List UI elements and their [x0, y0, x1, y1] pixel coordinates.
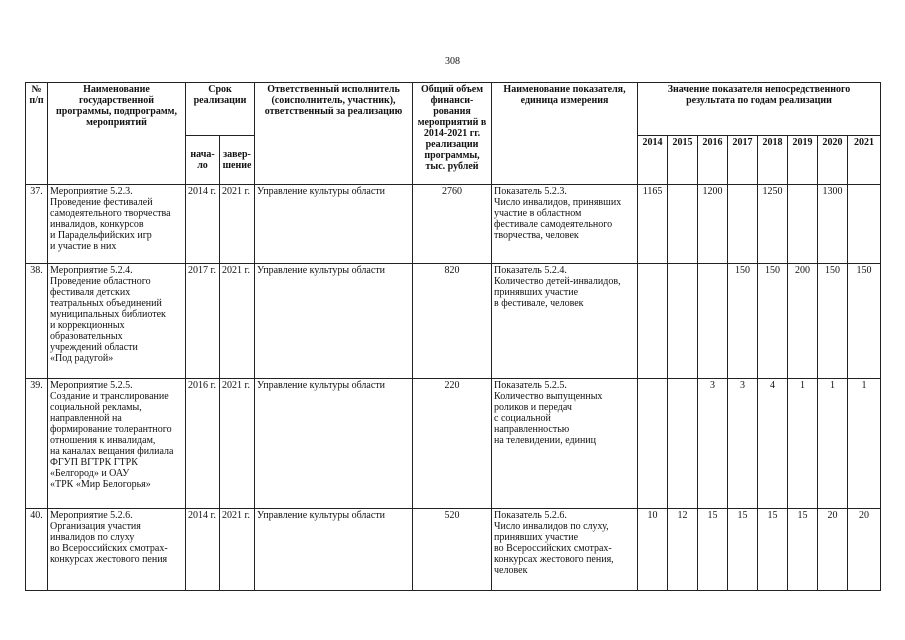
- row-value: [698, 264, 728, 379]
- row-value: 1: [818, 379, 848, 509]
- row-start: 2016 г.: [186, 379, 220, 509]
- header-term-start: нача- ло: [186, 136, 220, 185]
- row-value: 150: [728, 264, 758, 379]
- row-value: [728, 185, 758, 264]
- program-table: [25, 82, 881, 591]
- table-row: [26, 185, 881, 264]
- row-value: 200: [788, 264, 818, 379]
- row-end: 2021 г.: [220, 185, 255, 264]
- row-value: 12: [668, 509, 698, 591]
- row-value: 1250: [758, 185, 788, 264]
- row-value: [668, 185, 698, 264]
- row-value: 15: [788, 509, 818, 591]
- row-executor: Управление культуры области: [255, 509, 413, 591]
- row-value: 10: [638, 509, 668, 591]
- row-name: Мероприятие 5.2.6. Организация участия инвалидов по слуху во Всероссийских смотрах- конкурсах жестового пения: [48, 509, 186, 591]
- table-row: [26, 509, 881, 591]
- row-value: 3: [698, 379, 728, 509]
- row-indicator: Показатель 5.2.5. Количество выпущенных роликов и передач с социальной направленностью на телевидении, единиц: [492, 379, 638, 509]
- row-value: [668, 379, 698, 509]
- row-end: 2021 г.: [220, 379, 255, 509]
- row-num: 39.: [26, 379, 48, 509]
- row-value: 1300: [818, 185, 848, 264]
- row-start: 2014 г.: [186, 185, 220, 264]
- row-end: 2021 г.: [220, 264, 255, 379]
- row-value: 15: [728, 509, 758, 591]
- row-executor: Управление культуры области: [255, 264, 413, 379]
- row-volume: 2760: [413, 185, 492, 264]
- row-volume: 520: [413, 509, 492, 591]
- row-value: [638, 379, 668, 509]
- row-value: [638, 264, 668, 379]
- row-volume: 220: [413, 379, 492, 509]
- header-year: 2020: [818, 136, 848, 185]
- header-indicator: Наименование показателя, единица измерения: [492, 83, 638, 185]
- row-start: 2014 г.: [186, 509, 220, 591]
- row-name: Мероприятие 5.2.4. Проведение областного фестиваля детских театральных объединений муниципальных библиотек и коррекционных образовательных учреждений области «Под радугой»: [48, 264, 186, 379]
- header-term-end: завер- шение: [220, 136, 255, 185]
- row-name: Мероприятие 5.2.3. Проведение фестивалей самодеятельного творчества инвалидов, конкурсов и Парадельфийских игр и участие в них: [48, 185, 186, 264]
- row-value: 20: [818, 509, 848, 591]
- row-value: 15: [698, 509, 728, 591]
- header-num: № п/п: [26, 83, 48, 185]
- header-name: Наименование государственной программы, подпрограмм, мероприятий: [48, 83, 186, 185]
- header-year: 2014: [638, 136, 668, 185]
- row-indicator: Показатель 5.2.3. Число инвалидов, принявших участие в областном фестивале самодеятельного творчества, человек: [492, 185, 638, 264]
- header-year: 2016: [698, 136, 728, 185]
- row-indicator: Показатель 5.2.6. Число инвалидов по слуху, принявших участие во Всероссийских смотрах- конкурсах жестового пения, человек: [492, 509, 638, 591]
- header-year: 2021: [848, 136, 881, 185]
- row-value: 150: [818, 264, 848, 379]
- row-num: 38.: [26, 264, 48, 379]
- row-name: Мероприятие 5.2.5. Создание и транслирование социальной рекламы, направленной на формирование толерантного отношения к инвалидам, на каналах вещания филиала ФГУП ВГТРК ГТРК «Белгород» и ОАУ «ТРК «Мир Белогорья»: [48, 379, 186, 509]
- row-value: [668, 264, 698, 379]
- row-executor: Управление культуры области: [255, 379, 413, 509]
- row-value: 20: [848, 509, 881, 591]
- row-value: 3: [728, 379, 758, 509]
- header-year: 2017: [728, 136, 758, 185]
- header-volume: Общий объем финанси- рования мероприятий в 2014-2021 гг. реализации программы, тыс. рублей: [413, 83, 492, 185]
- row-num: 37.: [26, 185, 48, 264]
- row-num: 40.: [26, 509, 48, 591]
- row-value: 150: [758, 264, 788, 379]
- row-volume: 820: [413, 264, 492, 379]
- row-executor: Управление культуры области: [255, 185, 413, 264]
- table-row: [26, 264, 881, 379]
- row-value: 1: [788, 379, 818, 509]
- row-value: 1165: [638, 185, 668, 264]
- header-values-title: Значение показателя непосредственного результата по годам реализации: [638, 83, 881, 136]
- row-value: 1200: [698, 185, 728, 264]
- row-value: 150: [848, 264, 881, 379]
- header-year: 2018: [758, 136, 788, 185]
- header-executor: Ответственный исполнитель (соисполнитель, участник), ответственный за реализацию: [255, 83, 413, 185]
- table-row: [26, 379, 881, 509]
- row-indicator: Показатель 5.2.4. Количество детей-инвалидов, принявших участие в фестивале, человек: [492, 264, 638, 379]
- row-start: 2017 г.: [186, 264, 220, 379]
- header-year: 2019: [788, 136, 818, 185]
- page-number: 308: [445, 56, 460, 67]
- row-value: 4: [758, 379, 788, 509]
- row-end: 2021 г.: [220, 509, 255, 591]
- row-value: [848, 185, 881, 264]
- row-value: 1: [848, 379, 881, 509]
- header-term: Срок реализации: [186, 83, 255, 136]
- row-value: [788, 185, 818, 264]
- header-year: 2015: [668, 136, 698, 185]
- row-value: 15: [758, 509, 788, 591]
